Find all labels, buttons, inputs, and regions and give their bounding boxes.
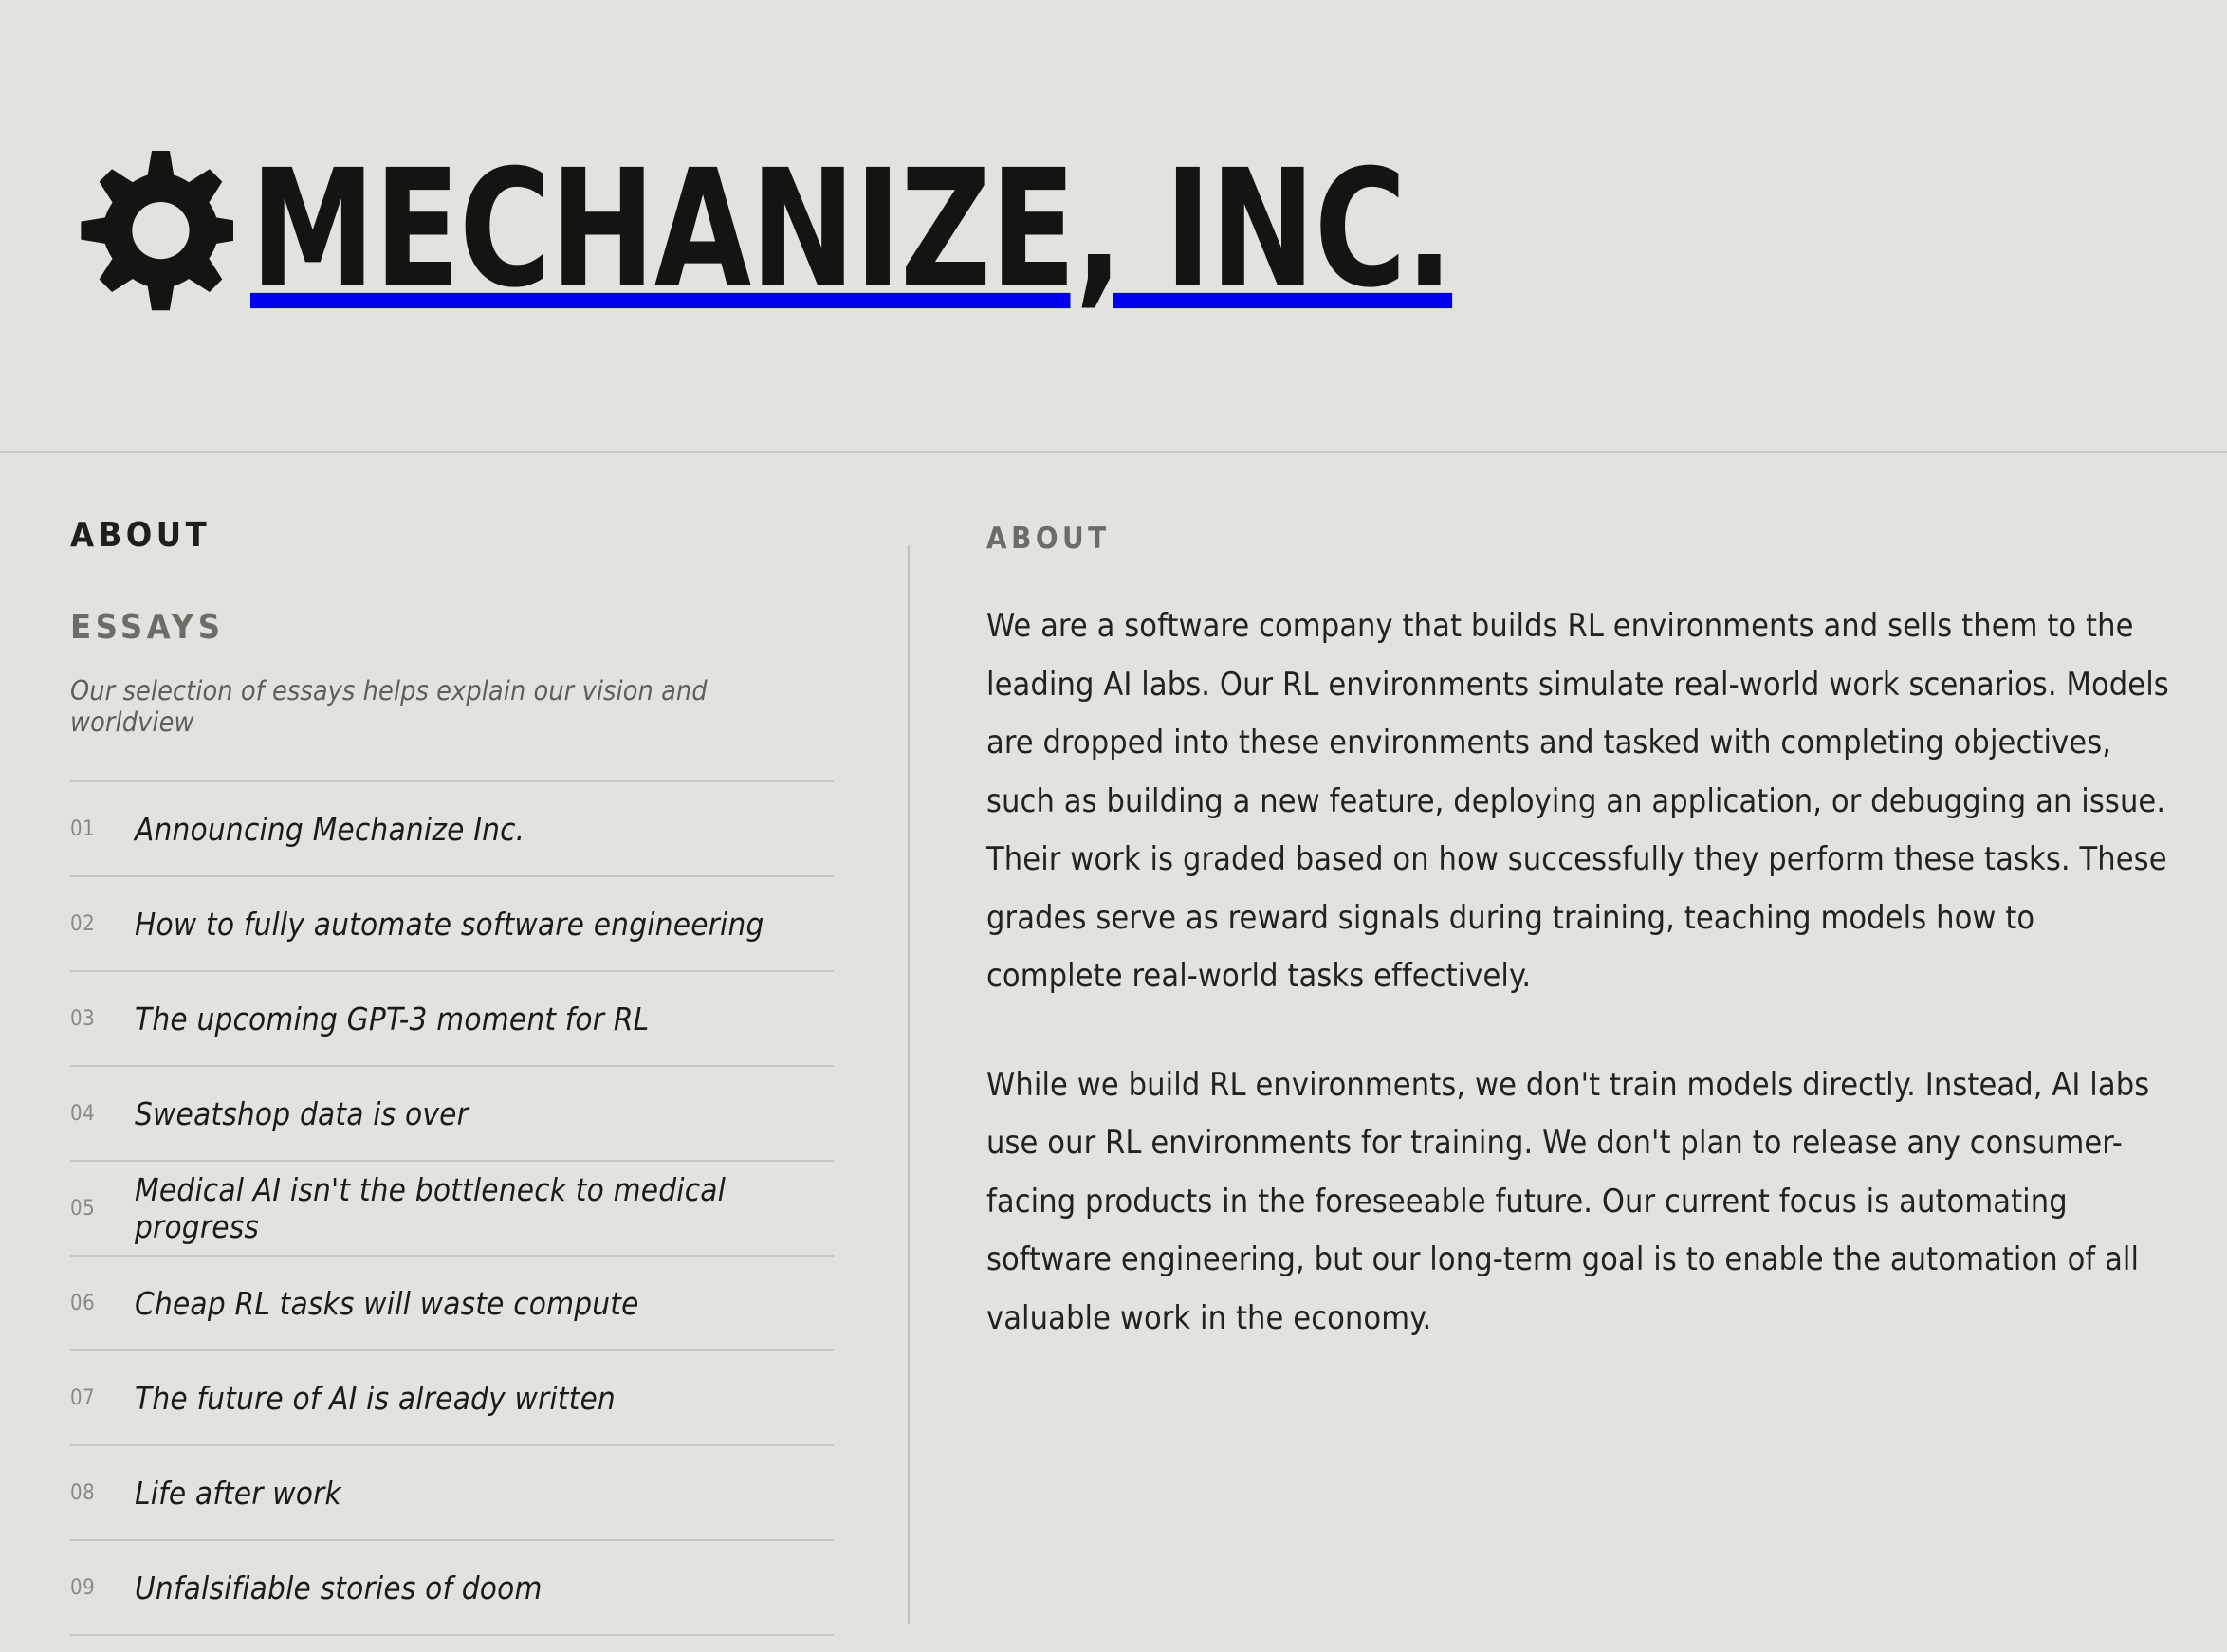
brand-wordmark: MECHANIZE, INC.	[250, 135, 1453, 324]
essays-section-subtitle: Our selection of essays helps explain our vision and worldview	[70, 675, 708, 738]
about-eyebrow: ABOUT	[986, 522, 1111, 556]
essay-title-link[interactable]: The future of AI is already written	[135, 1379, 616, 1417]
essay-index: 03	[70, 1006, 96, 1031]
essay-list-item[interactable]	[70, 782, 834, 877]
essay-index: 06	[70, 1291, 96, 1315]
essay-list-item[interactable]	[70, 972, 834, 1067]
essays-section-title: ESSAYS	[70, 608, 225, 647]
gear-icon	[70, 151, 233, 314]
essay-title-link[interactable]: Announcing Mechanize Inc.	[135, 810, 525, 848]
essay-list	[70, 780, 834, 1636]
essay-list-item[interactable]	[70, 877, 834, 972]
essay-title-link[interactable]: Unfalsifiable stories of doom	[135, 1569, 543, 1606]
breadcrumb: ABOUT	[70, 516, 212, 555]
essay-title-link[interactable]: Life after work	[135, 1474, 341, 1512]
essay-title-link[interactable]: How to fully automate software engineering	[135, 905, 764, 943]
essay-list-item[interactable]	[70, 1067, 834, 1162]
essay-title-link[interactable]: Cheap RL tasks will waste compute	[135, 1284, 639, 1322]
about-paragraph-2: While we build RL environments, we don't train models directly. Instead, AI labs use our RL environments for training. We don't plan to release any consumer-facing products in the foreseeable future. Our current focus is automating software engineering, but our long-term goal is to enable the automation of all valuable work in the economy.	[986, 1065, 2150, 1337]
about-paragraph-1: We are a software company that builds RL environments and sells them to the leading AI labs. Our RL environments simulate real-world work scenarios. Models are dropped into these environments and tasked with completing objectives, such as building a new feature, deploying an application, or debugging an issue. Their work is graded based on how successfully they perform these tasks. These grades serve as reward signals during training, teaching models how to complete real-world tasks effectively.	[986, 607, 2169, 995]
site-header	[0, 0, 2227, 453]
column-divider	[908, 545, 910, 1624]
essay-title-link[interactable]: Medical AI isn't the bottleneck to medical progress	[135, 1171, 727, 1245]
sidebar	[70, 453, 834, 1636]
essay-index: 08	[70, 1480, 96, 1505]
essay-index: 04	[70, 1101, 96, 1126]
essay-index: 05	[70, 1196, 96, 1221]
brand-logo-link[interactable]	[70, 135, 1543, 324]
essay-index: 07	[70, 1386, 96, 1410]
essay-list-item[interactable]	[70, 1257, 834, 1351]
essay-title-link[interactable]: The upcoming GPT-3 moment for RL	[135, 1000, 650, 1037]
essay-list-item[interactable]	[70, 1351, 834, 1446]
essay-index: 09	[70, 1575, 96, 1600]
about-panel	[986, 453, 2172, 1348]
essay-list-item[interactable]	[70, 1162, 834, 1257]
essay-list-item[interactable]	[70, 1541, 834, 1636]
essay-index: 02	[70, 911, 96, 936]
main-content	[0, 453, 2227, 1652]
essay-title-link[interactable]: Sweatshop data is over	[135, 1094, 469, 1132]
essay-index: 01	[70, 817, 96, 841]
essay-list-item[interactable]	[70, 1446, 834, 1541]
